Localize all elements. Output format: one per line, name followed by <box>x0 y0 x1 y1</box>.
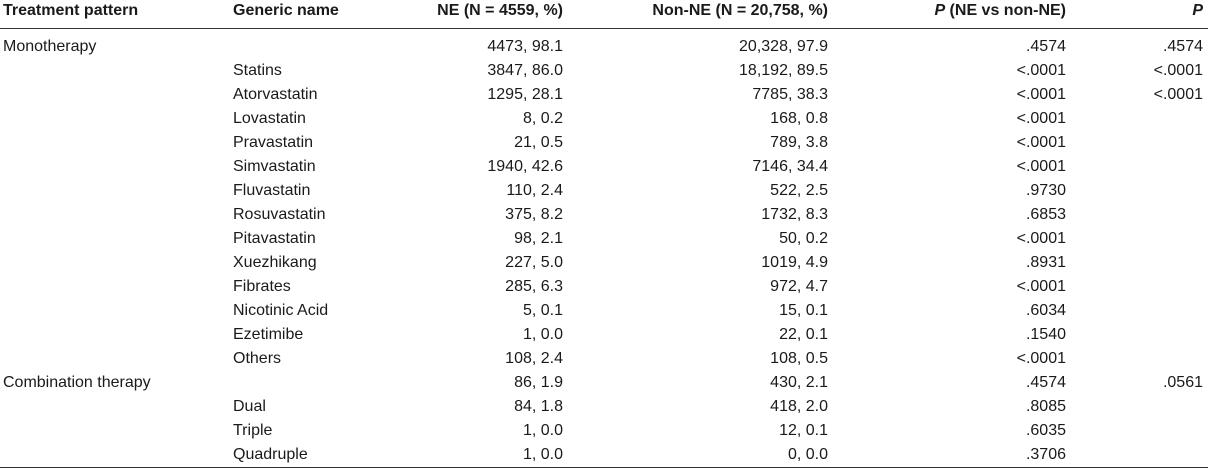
cell-p <box>1066 203 1208 227</box>
cell-p-ne-vs-non-ne: <.0001 <box>1016 110 1066 127</box>
table-body <box>0 35 1208 468</box>
cell-p: <.0001 <box>1153 62 1203 79</box>
cell-p-ne-vs-non-ne: .8085 <box>1025 398 1066 415</box>
header-p-rest: (NE vs non-NE) <box>945 2 1066 19</box>
cell-treatment-pattern <box>0 323 233 347</box>
cell-ne: 98, 2.1 <box>514 230 563 247</box>
cell-non-ne: 108, 0.5 <box>770 350 828 367</box>
cell-p <box>1066 251 1208 275</box>
cell-generic-name: Pitavastatin <box>233 230 316 247</box>
cell-p <box>1066 395 1208 419</box>
cell-generic-name: Xuezhikang <box>233 254 317 271</box>
cell-non-ne: 20,328, 97.9 <box>739 38 828 55</box>
cell-ne: 86, 1.9 <box>514 374 563 391</box>
cell-generic-name: Ezetimibe <box>233 326 304 343</box>
cell-p-ne-vs-non-ne: <.0001 <box>1016 86 1066 103</box>
cell-treatment-pattern <box>0 347 233 371</box>
cell-ne: 1295, 28.1 <box>487 86 563 103</box>
cell-treatment-pattern <box>0 179 233 203</box>
cell-p: .4574 <box>1162 38 1203 55</box>
cell-p-ne-vs-non-ne: .8931 <box>1025 254 1066 271</box>
table-row <box>0 443 1208 468</box>
cell-p <box>1066 131 1208 155</box>
cell-generic-name: Others <box>233 350 282 367</box>
cell-non-ne: 22, 0.1 <box>779 326 828 343</box>
cell-ne: 84, 1.8 <box>514 398 563 415</box>
cell-treatment-pattern <box>0 131 233 155</box>
cell-generic-name: Quadruple <box>233 446 308 463</box>
cell-p-ne-vs-non-ne: <.0001 <box>1016 230 1066 247</box>
cell-p <box>1066 275 1208 299</box>
cell-p <box>1066 443 1208 468</box>
cell-ne: 1, 0.0 <box>522 326 563 343</box>
cell-p-ne-vs-non-ne: <.0001 <box>1016 158 1066 175</box>
cell-non-ne: 522, 2.5 <box>770 182 828 199</box>
cell-ne: 285, 6.3 <box>505 278 563 295</box>
cell-p-ne-vs-non-ne: .1540 <box>1025 326 1066 343</box>
table-row <box>0 203 1208 227</box>
cell-ne: 8, 0.2 <box>522 110 563 127</box>
cell-generic-name: Nicotinic Acid <box>233 302 329 319</box>
cell-p-ne-vs-non-ne: <.0001 <box>1016 134 1066 151</box>
cell-generic-name: Rosuvastatin <box>233 206 326 223</box>
table-row <box>0 323 1208 347</box>
cell-treatment-pattern <box>0 419 233 443</box>
header-row <box>0 0 1208 29</box>
cell-treatment-pattern <box>0 443 233 468</box>
cell-p: <.0001 <box>1153 86 1203 103</box>
cell-non-ne: 7785, 38.3 <box>752 86 828 103</box>
cell-p-ne-vs-non-ne: .4574 <box>1025 374 1066 391</box>
header-treatment-pattern: Treatment pattern <box>0 0 233 29</box>
header-p-italic: P <box>934 2 946 19</box>
cell-ne: 5, 0.1 <box>522 302 563 319</box>
cell-non-ne: 789, 3.8 <box>770 134 828 151</box>
cell-ne: 108, 2.4 <box>505 350 563 367</box>
cell-ne: 1, 0.0 <box>522 446 563 463</box>
table-row <box>0 155 1208 179</box>
table-row <box>0 395 1208 419</box>
table-row <box>0 179 1208 203</box>
header-generic-name: Generic name <box>233 0 408 29</box>
table-row <box>0 299 1208 323</box>
cell-p-ne-vs-non-ne: <.0001 <box>1016 62 1066 79</box>
cell-ne: 3847, 86.0 <box>487 62 563 79</box>
cell-generic-name <box>233 371 408 395</box>
cell-treatment-pattern <box>0 107 233 131</box>
cell-non-ne: 12, 0.1 <box>779 422 828 439</box>
table-header <box>0 0 1208 35</box>
cell-p <box>1066 107 1208 131</box>
cell-p-ne-vs-non-ne: <.0001 <box>1016 350 1066 367</box>
cell-non-ne: 18,192, 89.5 <box>739 62 828 79</box>
table-row <box>0 251 1208 275</box>
cell-generic-name: Statins <box>233 62 282 79</box>
table-row <box>0 107 1208 131</box>
header-non-ne: Non-NE (N = 20,758, %) <box>563 0 828 29</box>
cell-p <box>1066 419 1208 443</box>
cell-ne: 227, 5.0 <box>505 254 563 271</box>
table-row <box>0 59 1208 83</box>
cell-treatment-pattern: Monotherapy <box>3 38 97 55</box>
cell-p <box>1066 227 1208 251</box>
cell-p-ne-vs-non-ne: .4574 <box>1025 38 1066 55</box>
cell-generic-name: Triple <box>233 422 273 439</box>
table-row <box>0 371 1208 395</box>
cell-non-ne: 972, 4.7 <box>770 278 828 295</box>
cell-p <box>1066 323 1208 347</box>
table-row <box>0 347 1208 371</box>
table-row <box>0 419 1208 443</box>
cell-treatment-pattern <box>0 395 233 419</box>
cell-non-ne: 7146, 34.4 <box>752 158 828 175</box>
cell-p-ne-vs-non-ne: .6034 <box>1025 302 1066 319</box>
table-row <box>0 275 1208 299</box>
cell-generic-name: Atorvastatin <box>233 86 318 103</box>
header-p: P <box>1066 0 1208 29</box>
cell-p <box>1066 347 1208 371</box>
cell-non-ne: 50, 0.2 <box>779 230 828 247</box>
table-row <box>0 131 1208 155</box>
cell-ne: 21, 0.5 <box>514 134 563 151</box>
cell-non-ne: 0, 0.0 <box>787 446 828 463</box>
cell-treatment-pattern: Combination therapy <box>3 374 151 391</box>
table-row <box>0 227 1208 251</box>
cell-p-ne-vs-non-ne: .6853 <box>1025 206 1066 223</box>
cell-p-ne-vs-non-ne: .6035 <box>1025 422 1066 439</box>
cell-p-ne-vs-non-ne: .9730 <box>1025 182 1066 199</box>
cell-p-ne-vs-non-ne: <.0001 <box>1016 278 1066 295</box>
cell-ne: 110, 2.4 <box>506 182 563 199</box>
cell-p <box>1066 179 1208 203</box>
cell-treatment-pattern <box>0 83 233 107</box>
cell-non-ne: 15, 0.1 <box>779 302 828 319</box>
cell-generic-name: Dual <box>233 398 266 415</box>
cell-ne: 1940, 42.6 <box>487 158 563 175</box>
header-ne: NE (N = 4559, %) <box>408 0 563 29</box>
cell-p: .0561 <box>1162 374 1203 391</box>
cell-generic-name <box>233 35 408 59</box>
cell-generic-name: Fluvastatin <box>233 182 311 199</box>
cell-treatment-pattern <box>0 299 233 323</box>
cell-ne: 1, 0.0 <box>522 422 563 439</box>
cell-generic-name: Lovastatin <box>233 110 306 127</box>
cell-non-ne: 168, 0.8 <box>770 110 828 127</box>
cell-p <box>1066 299 1208 323</box>
cell-treatment-pattern <box>0 275 233 299</box>
cell-treatment-pattern <box>0 251 233 275</box>
cell-non-ne: 430, 2.1 <box>770 374 828 391</box>
cell-ne: 375, 8.2 <box>505 206 563 223</box>
cell-non-ne: 1019, 4.9 <box>761 254 828 271</box>
cell-non-ne: 418, 2.0 <box>770 398 828 415</box>
cell-generic-name: Fibrates <box>233 278 291 295</box>
cell-treatment-pattern <box>0 155 233 179</box>
table-row <box>0 35 1208 59</box>
cell-p <box>1066 155 1208 179</box>
cell-treatment-pattern <box>0 59 233 83</box>
cell-non-ne: 1732, 8.3 <box>761 206 828 223</box>
cell-treatment-pattern <box>0 227 233 251</box>
cell-p-ne-vs-non-ne: .3706 <box>1025 446 1066 463</box>
cell-generic-name: Pravastatin <box>233 134 314 151</box>
cell-generic-name: Simvastatin <box>233 158 316 175</box>
cell-treatment-pattern <box>0 203 233 227</box>
table-row <box>0 83 1208 107</box>
cell-ne: 4473, 98.1 <box>487 38 563 55</box>
header-p-ne-vs-non-ne <box>828 0 1066 29</box>
